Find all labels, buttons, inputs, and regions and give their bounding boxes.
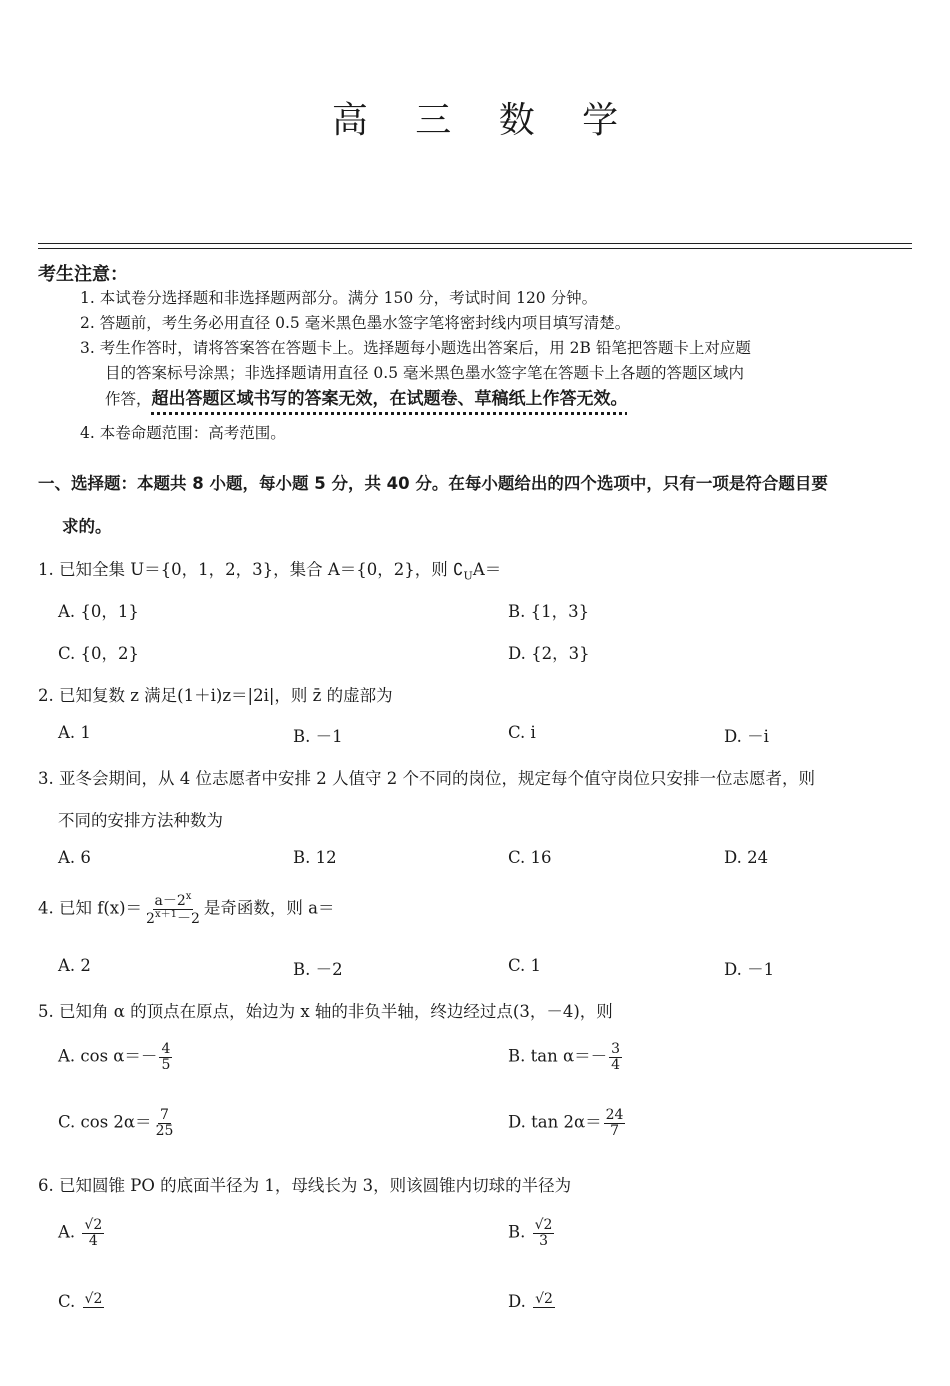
notice-item-3-line1: 3. 考生作答时，请将答案答在答题卡上。选择题每小题选出答案后，用 2B 铅笔把答题卡上对应题 bbox=[80, 339, 751, 357]
question-6-option-d: D. √2 bbox=[508, 1291, 553, 1311]
question-2-option-d: D. －i bbox=[724, 727, 769, 746]
section-1-heading: 一、选择题：本题共 8 小题，每小题 5 分，共 40 分。在每小题给出的四个选项中，只有一项是符合题目要 bbox=[38, 474, 828, 493]
question-4-option-c: C. 1 bbox=[508, 956, 542, 975]
question-4-option-d: D. －1 bbox=[724, 960, 775, 979]
question-6-option-b: B. $\frac{√2}{3}$ bbox=[508, 1217, 553, 1249]
notice-item-4: 4. 本卷命题范围：高考范围。 bbox=[80, 424, 286, 442]
question-4-fraction: $\frac{a-2^x}{2^{x+1}-2}$ bbox=[146, 891, 200, 927]
notice-item-1: 1. 本试卷分选择题和非选择题两部分。满分 150 分，考试时间 120 分钟。 bbox=[80, 289, 598, 307]
question-1-option-d: D. {2，3} bbox=[508, 644, 590, 663]
question-1-option-c: C. {0，2} bbox=[58, 644, 140, 663]
notice-item-3-line2: 目的答案标号涂黑；非选择题请用直径 0.5 毫米黑色墨水签字笔在答题卡上各题的答题区域内 bbox=[105, 364, 745, 382]
question-3-option-d: D. 24 bbox=[724, 848, 769, 867]
question-5-option-c: C. cos 2α＝ $\frac{7}{25}$ bbox=[58, 1107, 174, 1139]
question-5-option-a: A. cos α＝－ $\frac{4}{5}$ bbox=[58, 1041, 171, 1073]
question-2-option-a: A. 1 bbox=[58, 723, 91, 742]
notice-heading: 考生注意： bbox=[38, 264, 128, 285]
question-3-option-a: A. 6 bbox=[58, 848, 91, 867]
notice-item-2: 2. 答题前，考生务必用直径 0.5 毫米黑色墨水签字笔将密封线内项目填写清楚。 bbox=[80, 314, 631, 332]
question-1-option-a: A. {0，1} bbox=[58, 602, 139, 621]
question-3-option-c: C. 16 bbox=[508, 848, 552, 867]
page-title: 高 三 数 学 bbox=[331, 100, 637, 141]
question-2-option-c: C. i bbox=[508, 723, 536, 742]
question-3-option-b: B. 12 bbox=[293, 848, 337, 867]
section-1-heading-cont: 求的。 bbox=[62, 517, 112, 536]
question-1-option-b: B. {1，3} bbox=[508, 602, 590, 621]
question-6-stem: 6. 已知圆锥 PO 的底面半径为 1，母线长为 3，则该圆锥内切球的半径为 bbox=[38, 1176, 572, 1195]
question-4-option-a: A. 2 bbox=[58, 956, 91, 975]
notice-item-3-line3 bbox=[105, 384, 628, 409]
question-5-option-d: D. tan 2α＝ $\frac{24}{7}$ bbox=[508, 1107, 624, 1139]
question-5-stem: 5. 已知角 α 的顶点在原点，始边为 x 轴的非负半轴，终边经过点(3，－4)，则 bbox=[38, 1002, 613, 1021]
question-6-option-c: C. √2 bbox=[58, 1291, 103, 1311]
question-5-option-b: B. tan α＝－ $\frac{3}{4}$ bbox=[508, 1041, 621, 1073]
question-3-stem-line2: 不同的安排方法种数为 bbox=[58, 811, 223, 830]
question-1-stem: 1. 已知全集 U＝{0，1，2，3}，集合 A＝{0，2}，则 $∁_UA=$ bbox=[38, 560, 502, 583]
question-4-stem: 4. 已知 f(x)＝ $\frac{a-2^x}{2^{x+1}-2}$ 是奇函数，则 a＝ bbox=[38, 891, 335, 927]
question-6-option-a: A. $\frac{√2}{4}$ bbox=[58, 1217, 103, 1249]
question-3-stem-line1: 3. 亚冬会期间，从 4 位志愿者中安排 2 人值守 2 个不同的岗位，规定每个值守岗位只安排一位志愿者，则 bbox=[38, 769, 815, 788]
notice-item-3-emphasis: 超出答题区域书写的答案无效，在试题卷、草稿纸上作答无效。 bbox=[151, 389, 628, 409]
question-2-stem: 2. 已知复数 z 满足(1＋i)z＝|2i|，则 z̄ 的虚部为 bbox=[38, 686, 393, 705]
header-rule-bottom bbox=[38, 248, 912, 249]
header-rule-top bbox=[38, 243, 912, 244]
question-2-option-b: B. －1 bbox=[293, 727, 343, 746]
notice-item-3-plain: 作答， bbox=[105, 390, 152, 408]
question-4-option-b: B. －2 bbox=[293, 960, 343, 979]
